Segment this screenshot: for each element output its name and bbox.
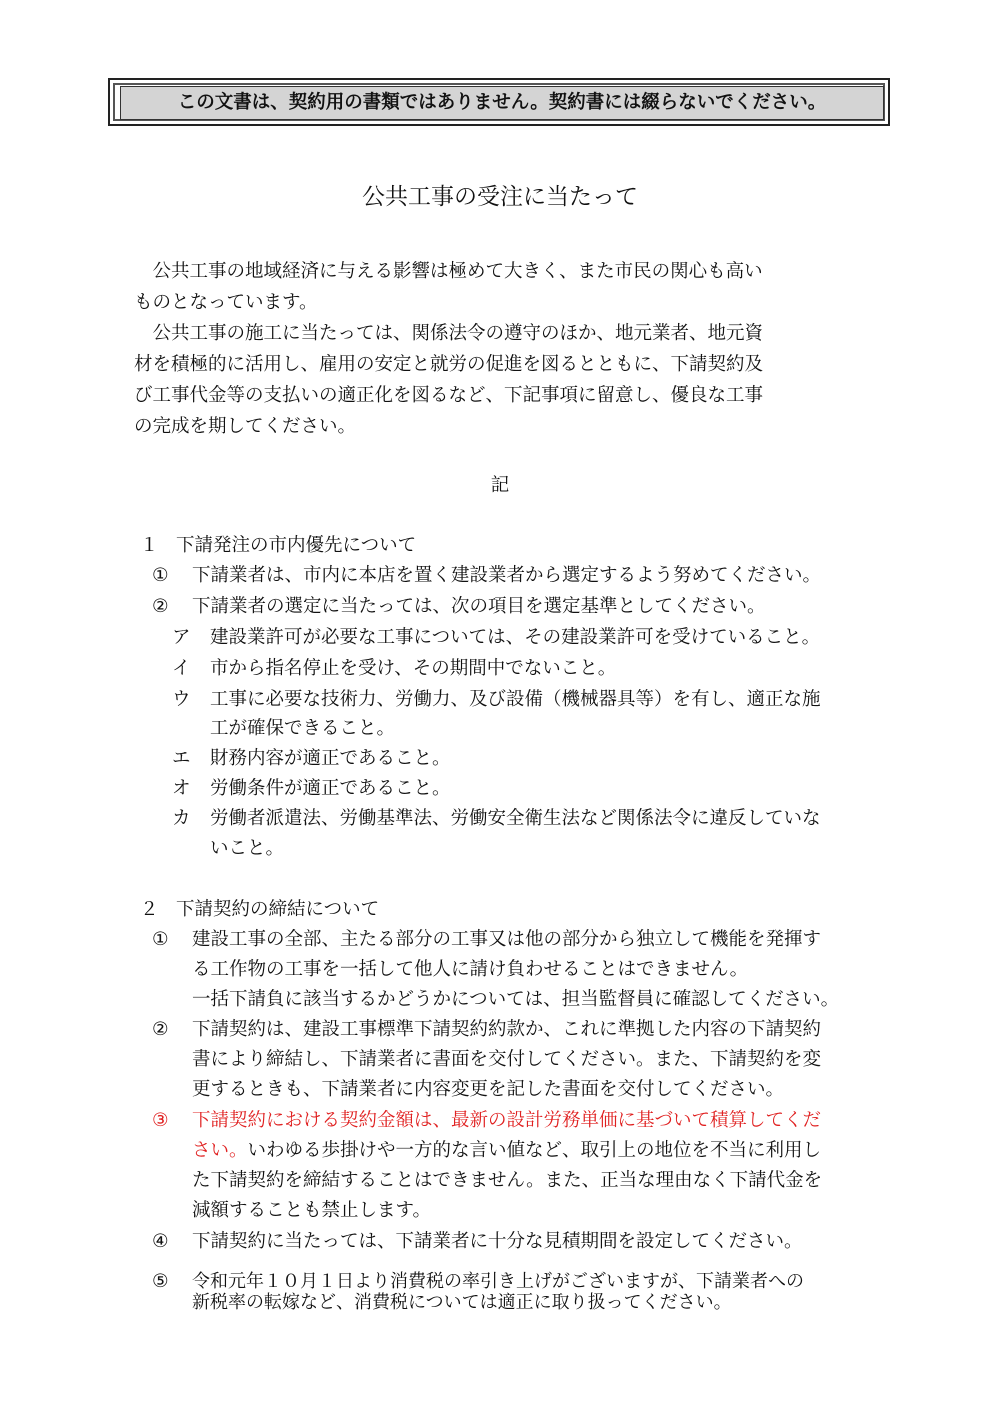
section2-item1-line: る工作物の工事を一括して他人に請け負わせることはできません。: [192, 959, 749, 980]
intro-paragraph: [134, 256, 884, 442]
criteria-e-text: 財務内容が適正であること。: [210, 748, 451, 769]
section2-item3-mark: ③: [152, 1110, 169, 1131]
section2-item3-rest-text: いわゆる歩掛けや一方的な言い値など、取引上の地位を不当に利用し: [247, 1140, 822, 1161]
section2-number: ２: [140, 899, 159, 920]
section2-item1-line: 建設工事の全部、主たる部分の工事又は他の部分から独立して機能を発揮す: [192, 929, 822, 950]
criteria-ka-mark: カ: [172, 808, 191, 829]
section2-heading: 下請契約の締結について: [176, 899, 380, 920]
criteria-u-mark: ウ: [172, 689, 191, 710]
notice-text: この文書は、契約用の書類ではありません。契約書には綴らないでください。: [120, 86, 884, 120]
section1-number: １: [140, 535, 159, 556]
section2-item2-mark: ②: [152, 1019, 169, 1040]
page-title: 公共工事の受注に当たって: [362, 184, 638, 210]
section2-item2-line: 更するときも、下請業者に内容変更を記した書面を交付してください。: [192, 1079, 785, 1100]
section2-item5-line: 新税率の転嫁など、消費税については適正に取り扱ってください。: [192, 1292, 732, 1313]
intro-line: ものとなっています。: [134, 292, 318, 313]
criteria-i-text: 市から指名停止を受け、その期間中でないこと。: [210, 658, 617, 679]
criteria-u-text-cont: 工が確保できること。: [210, 718, 396, 739]
section2-item3-red-text: さい。: [192, 1140, 248, 1161]
section1-heading: 下請発注の市内優先について: [176, 535, 417, 556]
intro-line: び工事代金等の支払いの適正化を図るなど、下記事項に留意し、優良な工事: [134, 385, 764, 406]
intro-line: 公共工事の施工に当たっては、関係法令の遵守のほか、地元業者、地元資: [134, 323, 764, 344]
intro-line: 公共工事の地域経済に与える影響は極めて大きく、また市民の関心も高い: [134, 261, 763, 282]
section2-item2-line: 下請契約は、建設工事標準下請契約約款か、これに準拠した内容の下請契約: [192, 1019, 822, 1040]
criteria-a-mark: ア: [172, 627, 191, 648]
criteria-ka-text-cont: いこと。: [210, 838, 285, 859]
section2-item3-line2: [192, 1135, 821, 1166]
criteria-u-text: 工事に必要な技術力、労働力、及び設備（機械器具等）を有し、適正な施: [210, 689, 821, 710]
section1-item1-mark: ①: [152, 565, 169, 586]
section2-item3-red-line: 下請契約における契約金額は、最新の設計労務単価に基づいて積算してくだ: [192, 1110, 822, 1131]
section2-item1-line: 一括下請負に該当するかどうかについては、担当監督員に確認してください。: [192, 989, 840, 1010]
criteria-o-mark: オ: [172, 778, 191, 799]
section2-item4-line: 下請契約に当たっては、下請業者に十分な見積期間を設定してください。: [192, 1231, 803, 1252]
section1-item2-mark: ②: [152, 596, 169, 617]
ki-heading: 記: [490, 475, 510, 496]
intro-line: 材を積極的に活用し、雇用の安定と就労の促進を図るとともに、下請契約及: [134, 354, 764, 375]
section2-item1-mark: ①: [152, 929, 169, 950]
section1-item1-text: 下請業者は、市内に本店を置く建設業者から選定するよう努めてください。: [192, 565, 822, 586]
section2-item4-mark: ④: [152, 1231, 169, 1252]
criteria-ka-text: 労働者派遣法、労働基準法、労働安全衛生法など関係法令に違反していな: [210, 808, 821, 829]
intro-line: の完成を期してください。: [134, 416, 357, 437]
criteria-o-text: 労働条件が適正であること。: [210, 778, 451, 799]
criteria-i-mark: イ: [172, 658, 191, 679]
section1-item2-text: 下請業者の選定に当たっては、次の項目を選定基準としてください。: [192, 596, 766, 617]
section2-item2-line: 書により締結し、下請業者に書面を交付してください。また、下請契約を変: [192, 1049, 822, 1070]
criteria-e-mark: エ: [172, 748, 191, 769]
section2-item5-mark: ⑤: [152, 1271, 169, 1292]
criteria-a-text: 建設業許可が必要な工事については、その建設業許可を受けていること。: [210, 627, 821, 648]
section2-item3-line3: た下請契約を締結することはできません。また、正当な理由なく下請代金を: [192, 1170, 823, 1191]
notice-box: [108, 78, 890, 126]
section2-item3-line4: 減額することも禁止します。: [192, 1200, 432, 1221]
section2-item5-line: 令和元年１０月１日より消費税の率引き上げがございますが、下請業者への: [192, 1271, 804, 1292]
